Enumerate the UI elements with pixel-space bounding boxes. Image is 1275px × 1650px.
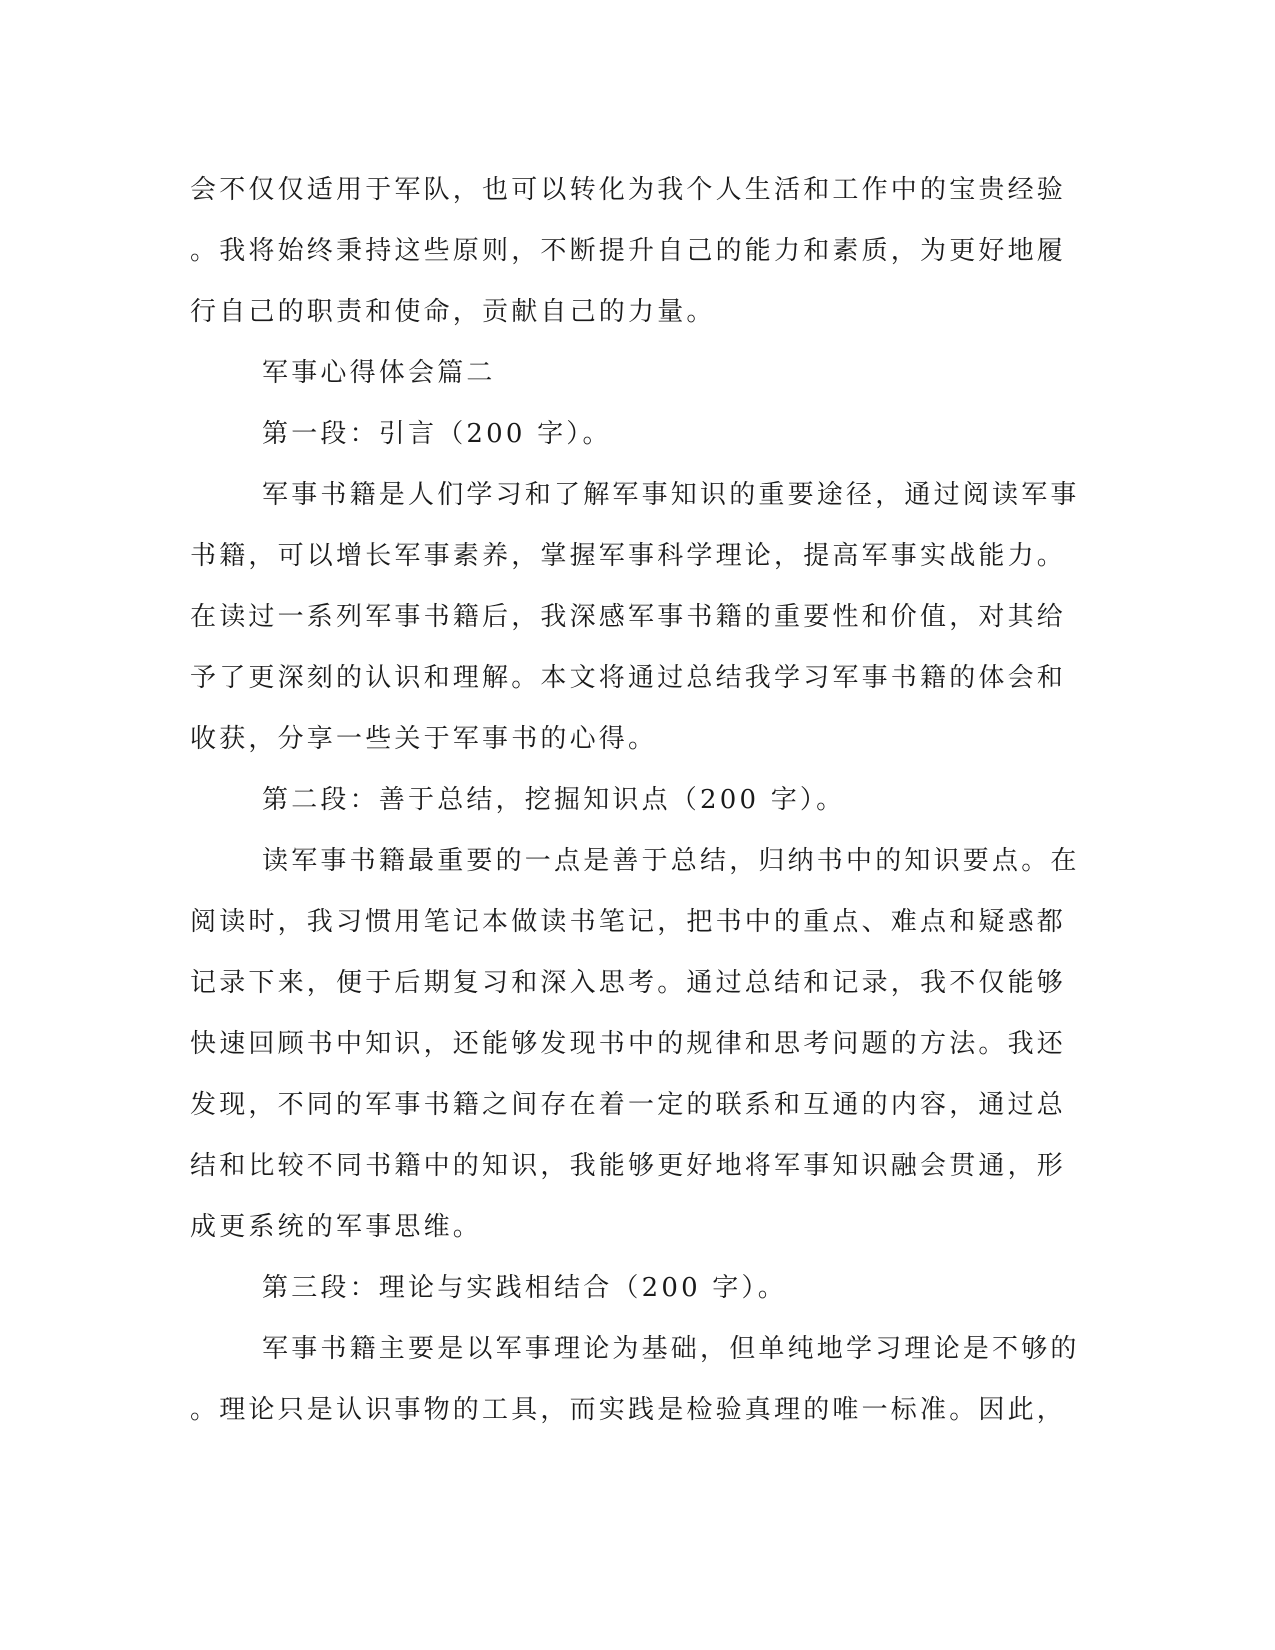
body-text-line: 军事书籍是人们学习和了解军事知识的重要途径，通过阅读军事 bbox=[262, 480, 1080, 510]
body-text-line: 阅读时，我习惯用笔记本做读书笔记，把书中的重点、难点和疑惑都 bbox=[190, 907, 1067, 937]
body-text-line: 结和比较不同书籍中的知识，我能够更好地将军事知识融会贯通，形 bbox=[190, 1151, 1067, 1181]
body-text-line: 读军事书籍最重要的一点是善于总结，归纳书中的知识要点。在 bbox=[262, 846, 1080, 876]
body-text-line: 予了更深刻的认识和理解。本文将通过总结我学习军事书籍的体会和 bbox=[190, 663, 1067, 693]
paragraph-heading: 第一段：引言（200 字）。 bbox=[262, 419, 612, 449]
body-text-line: 会不仅仅适用于军队，也可以转化为我个人生活和工作中的宝贵经验 bbox=[190, 175, 1067, 205]
body-text-line: 发现，不同的军事书籍之间存在着一定的联系和互通的内容，通过总 bbox=[190, 1090, 1067, 1120]
body-text-line: 收获，分享一些关于军事书的心得。 bbox=[190, 724, 658, 754]
paragraph-heading: 第三段：理论与实践相结合（200 字）。 bbox=[262, 1273, 787, 1303]
body-text-line: 书籍，可以增长军事素养，掌握军事科学理论，提高军事实战能力。 bbox=[190, 541, 1067, 571]
body-text-line: 记录下来，便于后期复习和深入思考。通过总结和记录，我不仅能够 bbox=[190, 968, 1067, 998]
body-text-line: 快速回顾书中知识，还能够发现书中的规律和思考问题的方法。我还 bbox=[190, 1029, 1067, 1059]
body-text-line: 在读过一系列军事书籍后，我深感军事书籍的重要性和价值，对其给 bbox=[190, 602, 1067, 632]
body-text-line: 成更系统的军事思维。 bbox=[190, 1212, 483, 1242]
body-text-line: 行自己的职责和使命，贡献自己的力量。 bbox=[190, 297, 716, 327]
document-body bbox=[190, 160, 1080, 1441]
body-text-line: 军事书籍主要是以军事理论为基础，但单纯地学习理论是不够的 bbox=[262, 1334, 1080, 1364]
body-text-line: 。我将始终秉持这些原则，不断提升自己的能力和素质，为更好地履 bbox=[190, 236, 1067, 266]
paragraph-heading: 第二段：善于总结，挖掘知识点（200 字）。 bbox=[262, 785, 846, 815]
body-text-line: 。理论只是认识事物的工具，而实践是检验真理的唯一标准。因此， bbox=[190, 1395, 1067, 1425]
section-title: 军事心得体会篇二 bbox=[262, 358, 496, 388]
